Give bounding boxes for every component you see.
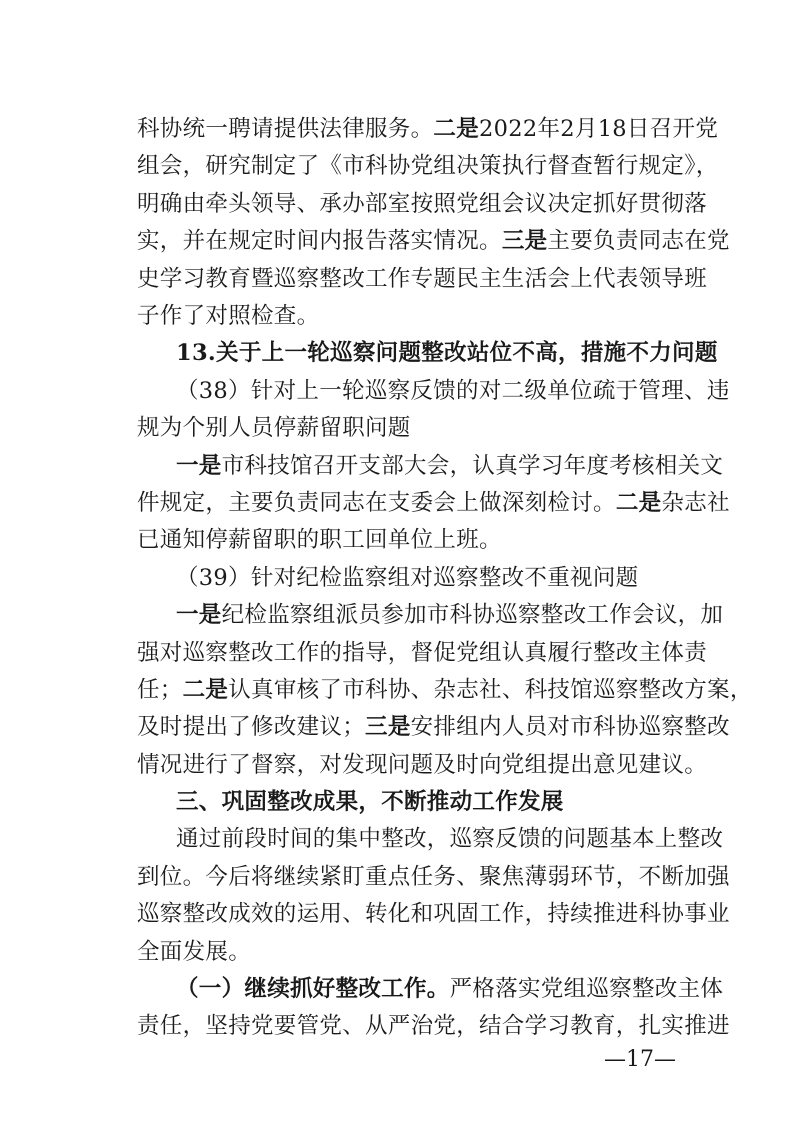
body-text-line: 情况进行了督察，对发现问题及时向党组提出意见建议。	[137, 752, 708, 778]
body-text-line: 子作了对照检查。	[137, 303, 320, 329]
body-text-line: 一是市科技馆召开支部大会，认真学习年度考核相关文	[176, 453, 724, 479]
item-heading: 规为个别人员停薪留职问题	[137, 415, 411, 441]
body-text-line: 通过前段时间的集中整改，巡察反馈的问题基本上整改	[176, 826, 724, 852]
body-text-line: 一是纪检监察组派员参加市科协巡察整改工作会议，加	[176, 602, 724, 628]
item-heading: （38）针对上一轮巡察反馈的对二级单位疏于管理、违	[176, 378, 730, 404]
body-text-line: （一）继续抓好整改工作。严格落实党组巡察整改主体	[176, 976, 724, 1002]
body-text-line: 组会，研究制定了《市科协党组决策执行督查暂行规定》，	[137, 153, 719, 179]
body-text-line: 科协统一聘请提供法律服务。二是2022年2月18日召开党	[137, 116, 719, 142]
body-text-line: 到位。今后将继续紧盯重点任务、聚焦薄弱环节，不断加强	[137, 864, 730, 890]
body-text-line: 明确由牵头领导、承办部室按照党组会议决定抓好贯彻落	[137, 191, 708, 217]
body-text-line: 强对巡察整改工作的指导，督促党组认真履行整改主体责	[137, 640, 708, 666]
body-text-line: 件规定，主要负责同志在支委会上做深刻检讨。二是杂志社	[137, 490, 730, 516]
body-text-line: 全面发展。	[137, 939, 252, 965]
section-heading: 三、巩固整改成果，不断推动工作发展	[176, 789, 564, 815]
body-text-line: 已通知停薪留职的职工回单位上班。	[137, 527, 502, 553]
section-heading: 13.关于上一轮巡察问题整改站位不高，措施不力问题	[176, 340, 718, 366]
body-text-line: 及时提出了修改建议；三是安排组内人员对市科协巡察整改	[137, 714, 730, 740]
item-heading: （39）针对纪检监察组对巡察整改不重视问题	[176, 565, 639, 591]
body-text-line: 责任，坚持党要管党、从严治党，结合学习教育，扎实推进	[137, 1013, 730, 1039]
body-text-line: 史学习教育暨巡察整改工作专题民主生活会上代表领导班	[137, 266, 708, 292]
body-text-line: 任；二是认真审核了市科协、杂志社、科技馆巡察整改方案，	[137, 677, 753, 703]
body-text-line: 实，并在规定时间内报告落实情况。三是主要负责同志在党	[137, 228, 730, 254]
body-text-line: 巡察整改成效的运用、转化和巩固工作，持续推进科协事业	[137, 901, 730, 927]
page-number: —17—	[604, 1047, 676, 1072]
